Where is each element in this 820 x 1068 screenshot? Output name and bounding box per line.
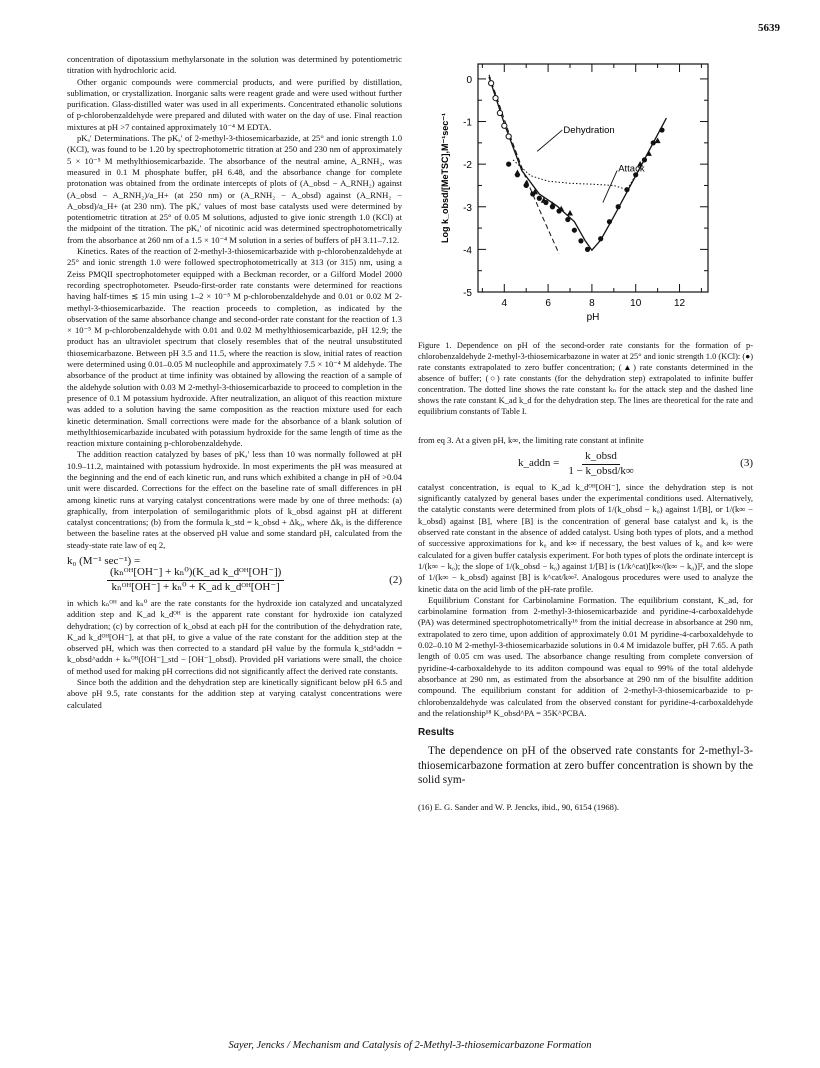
equation-3-expression	[518, 451, 637, 477]
footnote: (16) E. G. Sander and W. P. Jencks, ibid., 90, 6154 (1968).	[418, 801, 619, 812]
y-axis-label: Log k_obsd/[MeTSC],M⁻¹sec⁻¹	[440, 112, 450, 244]
data-point-filled-circle	[659, 127, 664, 132]
x-axis-label: pH	[586, 312, 600, 323]
data-point-open-circle	[506, 134, 511, 139]
equation-3-denominator: 1 − k_obsd/k∞	[568, 464, 634, 477]
y-tick-label: -5	[463, 288, 472, 299]
paragraph: catalyst concentration, is equal to K_ad k_dᴼᴴ[OH⁻], since the dehydration step is not significantly catalyzed by general bases under the experimental conditions used. Alternatively, the catalytic constants were determined from plots of 1/(k_obsd − k₀) against 1/[B], or 1/(k∞ − k_obsd) against [B], where [B] is the concentration of general base catalyst and k₀ is the observed rate constant in the absence of added catalyst. Using both types of plots, and a method of successive approximations for k₀ and k∞ if necessary, the best values of k₀ and k∞ were calculated for a given buffer catalysis experiment. For both types of plots the ordinate intercept is 1/(k∞ − k₀); the slope of 1/(k_obsd − k₀) against 1/[B] is (1/k^cat)[k∞/(k∞ − k₀)]², and the slope of 1/(k∞ − k_obsd) against [B] is k^cat/k∞². Analogous procedures were used to analyze the kinetic data on the acid limb of the pH-rate profile.	[418, 481, 753, 594]
running-footer: Sayer, Jencks / Mechanism and Catalysis of 2-Methyl-3-thiosemicarbazone Formation	[228, 1040, 592, 1051]
data-point-filled-circle	[572, 228, 577, 233]
equation-2	[67, 556, 402, 593]
right-column	[418, 54, 753, 813]
data-point-filled-circle	[598, 236, 603, 241]
data-point-filled-circle	[624, 187, 629, 192]
equation-3-body	[418, 451, 753, 477]
equation-2-fraction	[107, 567, 284, 593]
paragraph: Kinetics. Rates of the reaction of 2-methyl-3-thiosemicarbazide with p-chlorobenzaldehyde at 25° and ionic strength 1.0 were followed spectrophotometrically at 313 (or 315) nm, using a Zeiss PMQII spectrophotometer equipped with a Beckman recorder, or a Gilford Model 2000 recording spectrophotometer. Pseudo-first-order rate constants were determined for reactions having half-times ≲ 15 min using 1–2 × 10⁻⁵ M p-chlorobenzaldehyde and 0.01 or 0.02 M 2-methyl-3-thiosemicarbazide. The reaction proceeds to completion, as indicated by the observation of the same absorbance change and second-order rate constant for the reaction of 1.3 × 10⁻⁵ M p-chlorobenzaldehyde with 0.01 and 0.02 M methylthiosemicarbazide, pH 12.9; the product has an ultraviolet spectrum that closely resembles that of the neutral unsubstituted thiosemicarbazone. Between pH 3.5 and 11.5, where the reaction is slow, initial rates of reaction were determined using 0.01–0.05 M nucleophile and approximately 7.5 × 10⁻⁴ M aldehyde. The absorbance of the product at time infinity was obtained by allowing the reaction of a sample of the aldehyde solution with 0.03 M 2-methyl-3-thiosemicarbazide to proceed to completion in the presence of 0.1 M potassium hydroxide. After neutralization, an aliquot of this reaction mixture was added to a solution having the same composition as the reaction mixture used for each kinetic determination. Small corrections were made for the absorbance of a blank solution of methylthiosemicarbazide incubated with potassium hydroxide for the same length of time as the reaction mixture containing p-chlorobenzaldehyde.	[67, 246, 402, 449]
annotation-attack: Attack	[618, 163, 645, 175]
ph-rate-chart	[418, 54, 753, 336]
equation-3-fraction	[565, 451, 636, 477]
figure-1	[418, 54, 753, 336]
annotation-attack-leader	[603, 171, 617, 203]
results-heading: Results	[418, 727, 455, 739]
data-point-filled-triangle	[514, 169, 520, 175]
y-tick-label: 0	[466, 74, 472, 86]
equation-3-numerator: k_obsd	[582, 451, 620, 464]
x-tick-label: 6	[545, 298, 551, 309]
data-point-open-circle	[497, 110, 502, 115]
data-point-filled-triangle	[567, 210, 573, 216]
y-tick-label: -4	[463, 245, 472, 257]
paragraph: Other organic compounds were commercial products, and were purified by distillation, sublimation, or crystallization. Inorganic salts were reagent grade and were used without further purification. Glass-distilled water was used in all experiments. Concentrated ethanolic solutions of p-chlorobenzaldehyde were prepared and diluted with water on the day of use. Final reaction mixtures at pH >7 contained approximately 10⁻⁴ M EDTA.	[67, 76, 402, 132]
data-point-filled-circle	[642, 157, 647, 162]
paragraph: Equilibrium Constant for Carbinolamine Formation. The equilibrium constant, K_ad, for carbinolamine formation from 2-methyl-3-thiosemicarbazide and pyridine-4-carboxaldehyde (PA) was determined spectrophotometrically¹⁶ from the initial decrease in absorbance at 290 nm, extrapolated to zero time, upon addition of approximately 0.01 M pyridine-4-carboxaldehyde to 0.02–0.10 M 2-methyl-3-thiosemicarbazide solutions in 0.4 M imidazole buffer, pH 7.65. A path length of 0.05 cm was used. The absorbance change resulting from complete conversion of pyridine-4-carboxaldehyde to its additon compound was equal to 99% of the total aldehyde absorbance at 290 nm, as estimated from the absorbance at 290 nm of the bisulfite addition compound. The equilibrium constant for addition of 2-methyl-3-thiosemicarbazide to p-chlorobenzaldehyde was calculated from the observed constant for pyridine-4-carboxaldehyde and the relationship¹⁸ K_obsd^PA = 35K^PCBA.	[418, 594, 753, 718]
x-tick-label: 10	[630, 298, 642, 309]
equation-3-number: (3)	[740, 457, 753, 470]
equation-2-body	[67, 567, 402, 593]
data-point-filled-circle	[578, 238, 583, 243]
data-point-open-circle	[489, 81, 494, 86]
equation-2-denominator: kₙᴼᴴ[OH⁻] + kₙ⁰ + K_ad k_dᴼᴴ[OH⁻]	[111, 580, 280, 593]
plot-frame	[478, 64, 708, 292]
data-point-filled-circle	[537, 196, 542, 201]
y-tick-label: -2	[463, 160, 472, 172]
paragraph: pKₐ′ Determinations. The pKₐ′ of 2-methyl-3-thiosemicarbazide, at 25° and ionic strength 1.0 (KCl), was found to be 1.20 by spectrophotometric titration at 250 and 230 nm of approximately 5 × 10⁻⁵ M methylthiosemicarbazide. The absorbance of the neutral amine, A_RNH₂, was measured in 0.1 M phosphate buffer, pH 6.48, and the absorbance change for complete protonation was obtained from the ordinate intercepts of plots of (A_obsd − A_RNH₂) against (A_obsd − A_RNH₂)/a_H+ (at 250 nm) or (A_RNH₂ − A_obsd) against (A_RNH₂ − A_obsd)/a_H+ (at 230 nm). The pKₐ′ values of most base catalysts used were determined by potentiometric titration at 25° of 0.05 M solutions, adjusted to give ionic strength 1.0 (KCl) at the midpoint of the titration. The pKₐ′ of nicotinic acid was determined spectrophotometrically from the absorbance at 260 nm of a 1.5 × 10⁻⁴ M solution in a series of buffers of pH 3.11–7.12.	[67, 133, 402, 245]
paragraph: concentration of dipotassium methylarsonate in the solution was determined by potentiometric titration with hydrochloric acid.	[67, 54, 402, 76]
data-point-open-circle	[493, 95, 498, 100]
results-paragraph: The dependence on pH of the observed rate constants for 2-methyl-3-thiosemicarbazone formation at zero buffer concentration is shown by the solid sym-	[418, 745, 753, 787]
paragraph: in which kₙᴼᴴ and kₙ⁰ are the rate constants for the hydroxide ion catalyzed and uncatalyzed addition step and K_ad k_dᴼᴴ is the apparent rate constant for hydroxide ion catalyzed dehydration; (c) by correction of k_obsd at each pH for the contribution of the dehydration rate, K_ad k_dᴼᴴ[OH⁻], at that pH, to give a value of the rate constant for the addition step at the observed pH, which was then corrected to a standard pH value by the formula k_std^addn = k_obsd^addn + kₙᴼᴴ([OH⁻]_std − [OH⁻]_obsd). Provided pH variations were small, the choice of method used for making pH corrections did not significantly affect the derived rate constants.	[67, 597, 402, 676]
data-point-filled-triangle	[646, 150, 652, 156]
y-tick-label: -3	[463, 202, 472, 214]
paragraph: Since both the addition and the dehydration step are kinetically significant below pH 6.5 and above pH 9.5, rate constants for the addition step at varying catalyst concentrations were calculated	[67, 677, 402, 710]
data-point-filled-circle	[585, 247, 590, 252]
equation-2-number: (2)	[389, 573, 402, 586]
page-number: 5639	[758, 22, 780, 34]
data-point-filled-circle	[616, 204, 621, 209]
data-point-filled-circle	[506, 162, 511, 167]
data-point-open-circle	[502, 123, 507, 128]
data-point-filled-circle	[565, 217, 570, 222]
equation-2-numerator: (kₙᴼᴴ[OH⁻] + kₙ⁰)(K_ad k_dᴼᴴ[OH⁻])	[107, 567, 284, 580]
paragraph: The addition reaction catalyzed by bases of pKₐ′ less than 10 was normally followed at pH 10.9–11.2, maintained with potassium hydroxide. In most experiments the pH was measured at the beginning and the end of each kinetic run, and runs which exhibited a change in pH of >0.04 unit were discarded. Corrections for the effect on the baseline rate of small differences in pH among kinetic runs at varying catalyst concentrations were made by one of three methods: (a) graphically, from interpolation of semilogarithmic plots of k_obsd against pH at different catalyst concentrations; (b) from the formula k_std = k_obsd + Δk₀, where Δk₀ is the difference between the baseline rates at the observed pH value and some standard pH, calculated from the steady-state rate law of eq 2,	[67, 449, 402, 550]
dehydration-line	[489, 75, 559, 254]
equation-3	[418, 451, 753, 477]
equation-2-lhs: k₀ (M⁻¹ sec⁻¹) =	[67, 555, 141, 568]
y-tick-label: -1	[463, 117, 472, 129]
x-tick-label: 8	[589, 298, 595, 309]
x-tick-label: 4	[501, 298, 508, 309]
equation-3-lhs: k_addn =	[518, 457, 560, 470]
annotation-dehydration: Dehydration	[563, 125, 615, 137]
x-tick-label: 12	[673, 298, 686, 309]
figure-caption: Figure 1. Dependence on pH of the second-order rate constants for the formation of p-chlorobenzaldehyde 2-methyl-3-thiosemicarbazone in water at 25° and ionic strength 1.0 (KCl): (●) rate constants extrapolated to zero buffer concentration; (▲) rate constants determined in the absence of buffer; (○) rate constants (for the dehydration step) extrapolated to infinite buffer concentration. The dotted line shows the rate constant kₙ for the attack step and the dashed line shows the rate constant K_ad k_d for the dehydration step. The lines are theoretical for the rate and equilibrium constants of Table I.	[418, 341, 753, 416]
annotation-dehydration-leader	[537, 130, 562, 151]
data-point-filled-circle	[607, 219, 612, 224]
paragraph: from eq 3. At a given pH, k∞, the limiting rate constant at infinite	[418, 435, 644, 445]
left-column	[67, 54, 402, 711]
